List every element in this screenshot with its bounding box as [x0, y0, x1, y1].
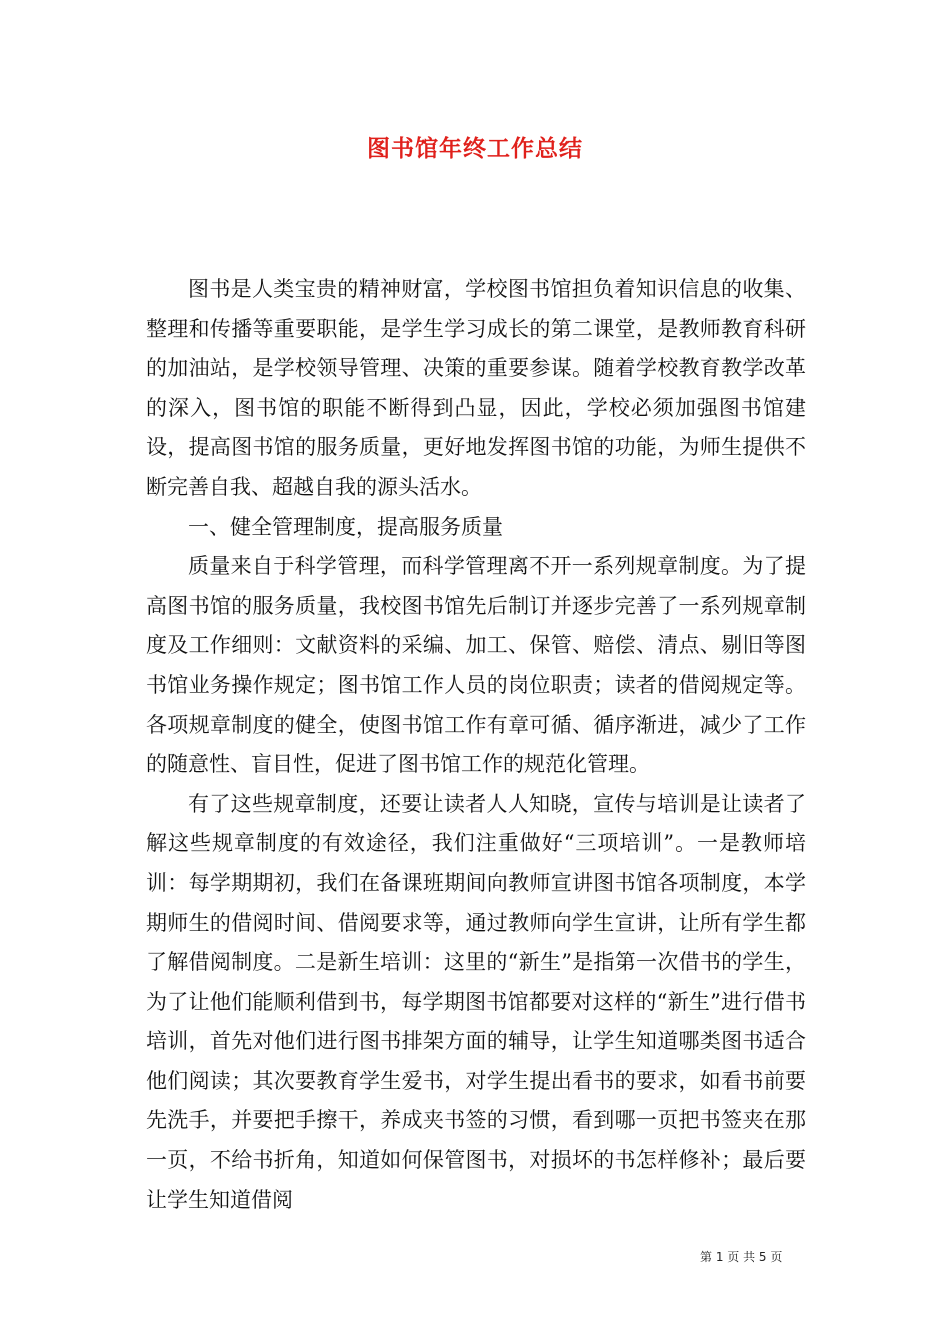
paragraph-management: 质量来自于科学管理，而科学管理离不开一系列规章制度。为了提高图书馆的服务质量，我校图书馆先后制订并逐步完善了一系列规章制度及工作细则：文献资料的采编、加工、保管、赔偿、清点、剔旧等图书馆业务操作规定；图书馆工作人员的岗位职责；读者的借阅规定等。各项规章制度的健全，使图书馆工作有章可循、循序渐进，减少了工作的随意性、盲目性，促进了图书馆工作的规范化管理。: [146, 554, 806, 777]
section-heading: 一、健全管理制度，提高服务质量: [188, 514, 503, 539]
document-body: [146, 270, 806, 1220]
paragraph-training: 有了这些规章制度，还要让读者人人知晓，宣传与培训是让读者了解这些规章制度的有效途径，我们注重做好“三项培训”。一是教师培训：每学期期初，我们在备课班期间向教师宣讲图书馆各项制度，本学期师生的借阅时间、借阅要求等，通过教师向学生宣讲，让所有学生都了解借阅制度。二是新生培训：这里的“新生”是指第一次借书的学生，为了让他们能顺利借到书，每学期图书馆都要对这样的“新生”进行借书培训，首先对他们进行图书排架方面的辅导，让学生知道哪类图书适合他们阅读；其次要教育学生爱书，对学生提出看书的要求，如看书前要先洗手，并要把手擦干，养成夹书签的习惯，看到哪一页把书签夹在那一页，不给书折角，知道如何保管图书，对损坏的书怎样修补；最后要让学生知道借阅: [146, 791, 806, 1212]
page-number: 第 1 页 共 5 页: [700, 1250, 783, 1264]
paragraph-intro: 图书是人类宝贵的精神财富，学校图书馆担负着知识信息的收集、整理和传播等重要职能，是学生学习成长的第二课堂，是教师教育科研的加油站，是学校领导管理、决策的重要参谋。随着学校教育教学改革的深入，图书馆的职能不断得到凸显，因此，学校必须加强图书馆建设，提高图书馆的服务质量，更好地发挥图书馆的功能，为师生提供不断完善自我、超越自我的源头活水。: [146, 277, 806, 499]
document-title: 图书馆年终工作总结: [367, 135, 583, 162]
